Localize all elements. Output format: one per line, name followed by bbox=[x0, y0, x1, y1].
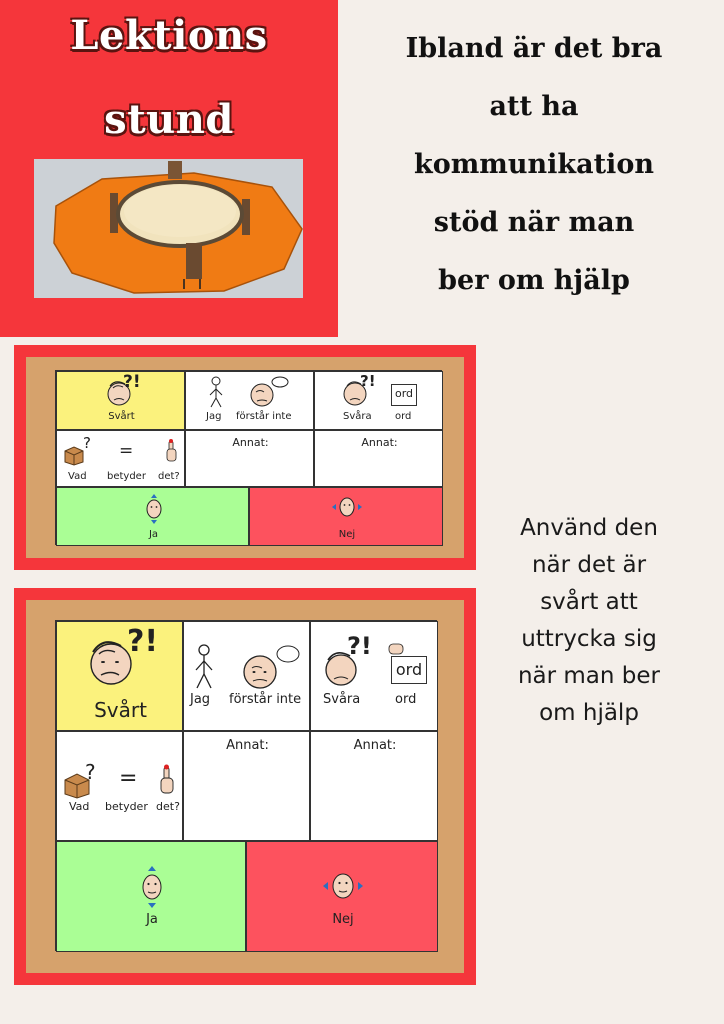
qmark-text: ?! bbox=[127, 624, 159, 659]
title-line-2: stund bbox=[104, 96, 234, 143]
cell-label: ord bbox=[395, 692, 417, 707]
pointing-hand-icon bbox=[165, 439, 177, 463]
cell-label: Svåra bbox=[343, 411, 372, 422]
note-line: Använd den bbox=[520, 515, 658, 541]
cell-label: Jag bbox=[206, 411, 222, 422]
heading-line: att ha bbox=[489, 91, 579, 122]
cell-label: Vad bbox=[68, 471, 87, 482]
note-line: om hjälp bbox=[539, 700, 639, 726]
q-text: ? bbox=[85, 760, 96, 784]
board-frame bbox=[26, 357, 464, 558]
thinking-face-icon bbox=[238, 642, 304, 692]
cell-forstar-inte[interactable] bbox=[185, 371, 314, 430]
note-line: när man ber bbox=[517, 663, 661, 689]
annat-label: Annat: bbox=[361, 436, 398, 449]
qmark-text: ?! bbox=[360, 372, 376, 390]
pointing-hand-icon bbox=[159, 764, 175, 796]
ord-card bbox=[391, 656, 427, 684]
cell-svara-ord[interactable] bbox=[310, 621, 438, 731]
note-line: uttrycka sig bbox=[521, 626, 657, 652]
cell-label: Svårt bbox=[108, 411, 135, 422]
heading-line: ber om hjälp bbox=[438, 265, 630, 296]
cell-label: Nej bbox=[338, 529, 356, 540]
intro-heading bbox=[382, 20, 686, 310]
note-line: när det är bbox=[531, 552, 647, 578]
note-line: svårt att bbox=[540, 589, 638, 615]
cell-vad-betyder-det[interactable] bbox=[56, 731, 183, 841]
cell-label: Ja bbox=[148, 529, 159, 540]
nod-yes-icon bbox=[141, 866, 163, 908]
cell-nej[interactable] bbox=[246, 841, 438, 952]
equals-text: = bbox=[119, 766, 138, 791]
cell-label: Ja bbox=[146, 912, 158, 927]
annat-label: Annat: bbox=[232, 436, 269, 449]
cell-label: Nej bbox=[332, 912, 354, 927]
cell-label: Jag bbox=[190, 692, 211, 707]
cell-annat-2[interactable] bbox=[310, 731, 438, 841]
ord-card-text: ord bbox=[395, 660, 423, 679]
cell-label: betyder bbox=[107, 471, 146, 482]
cell-forstar-inte[interactable] bbox=[183, 621, 310, 731]
q-text: ? bbox=[83, 434, 91, 452]
annat-label: Annat: bbox=[226, 738, 269, 753]
cell-nej[interactable] bbox=[249, 487, 443, 546]
cell-ja[interactable] bbox=[56, 841, 246, 952]
round-table-illustration bbox=[34, 159, 303, 298]
cell-label: betyder bbox=[105, 800, 148, 813]
cell-label: det? bbox=[156, 800, 180, 813]
cell-svara-ord[interactable] bbox=[314, 371, 443, 430]
cell-ja[interactable] bbox=[56, 487, 249, 546]
usage-note bbox=[498, 510, 680, 732]
cell-svart[interactable] bbox=[56, 371, 185, 430]
communication-grid bbox=[55, 620, 437, 951]
heading-line: Ibland är det bra bbox=[405, 33, 663, 64]
equals-text: = bbox=[119, 441, 134, 461]
box-icon bbox=[63, 445, 85, 465]
shake-no-icon bbox=[323, 872, 363, 900]
small-board bbox=[14, 345, 476, 570]
ord-card bbox=[391, 384, 417, 406]
title-line-1: Lektions bbox=[70, 12, 268, 59]
annat-label: Annat: bbox=[353, 738, 397, 753]
cell-label: förstår inte bbox=[229, 692, 302, 707]
cell-label: Svårt bbox=[94, 698, 147, 722]
ord-card-text: ord bbox=[394, 387, 414, 400]
cell-label: ord bbox=[395, 411, 412, 422]
header-block bbox=[0, 0, 338, 337]
large-board bbox=[14, 588, 476, 985]
cell-annat-1[interactable] bbox=[183, 731, 310, 841]
pointing-hand-icon bbox=[387, 642, 405, 656]
cell-label: Svåra bbox=[323, 692, 361, 707]
cell-vad-betyder-det[interactable] bbox=[56, 430, 185, 487]
qmark-text: ?! bbox=[123, 372, 141, 392]
board-frame bbox=[26, 600, 464, 973]
heading-line: stöd när man bbox=[433, 207, 635, 238]
nod-yes-icon bbox=[146, 494, 162, 524]
communication-grid bbox=[55, 370, 442, 545]
heading-line: kommunikation bbox=[414, 149, 654, 180]
cell-label: förstår inte bbox=[236, 411, 292, 422]
cell-annat-2[interactable] bbox=[314, 430, 443, 487]
cell-svart[interactable] bbox=[56, 621, 183, 731]
cell-annat-1[interactable] bbox=[185, 430, 314, 487]
cell-label: Vad bbox=[69, 800, 90, 813]
shake-no-icon bbox=[332, 497, 362, 517]
qmark-text: ?! bbox=[347, 632, 372, 660]
cell-label: det? bbox=[158, 471, 180, 482]
person-icon bbox=[192, 644, 218, 692]
